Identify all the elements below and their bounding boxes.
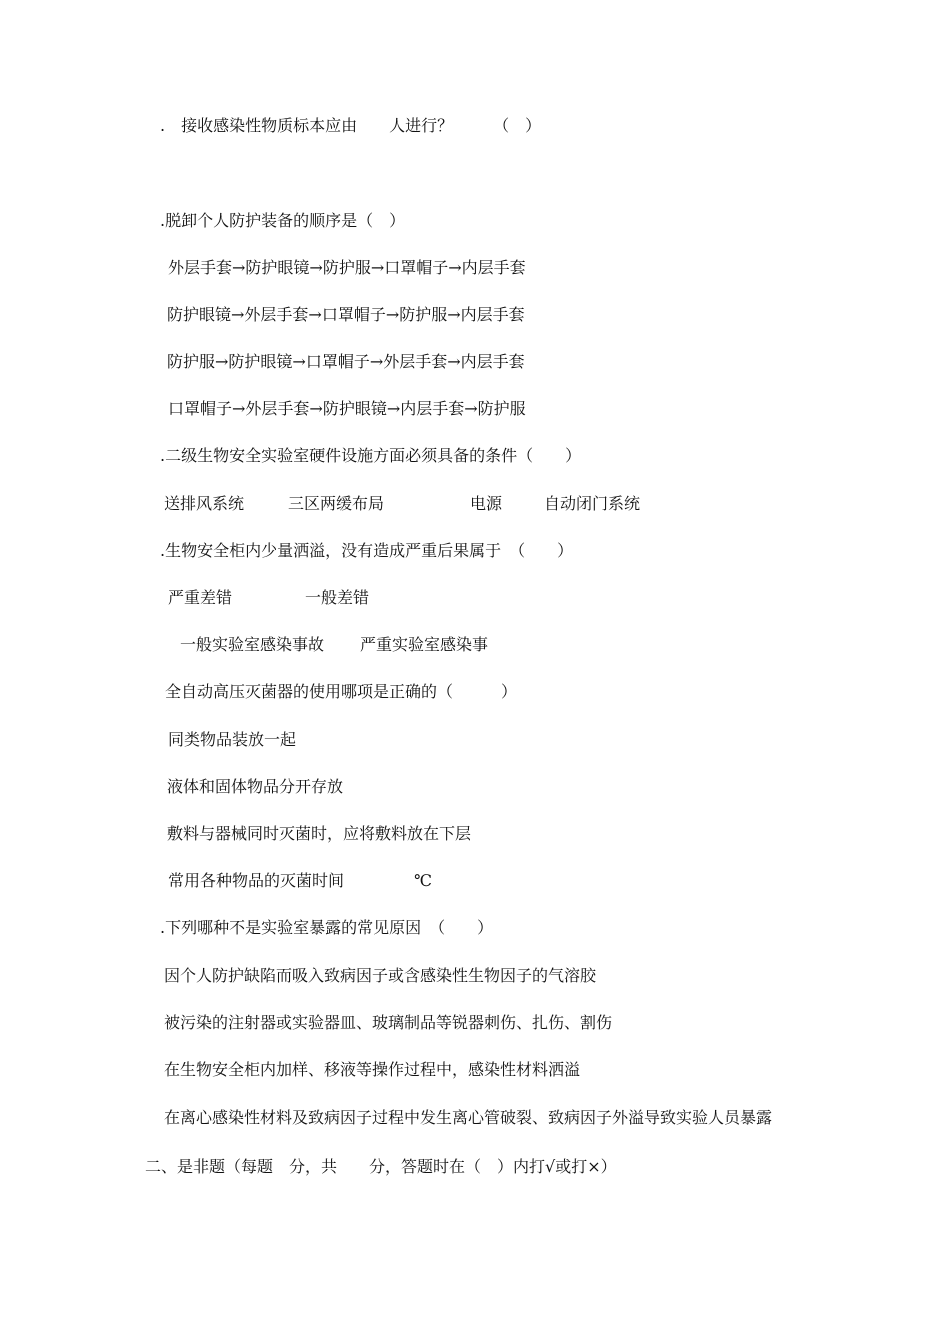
question-4-option-d: 严重实验室感染事 xyxy=(360,635,489,654)
question-2-option-a: 外层手套→防护眼镜→防护服→口罩帽子→内层手套 xyxy=(168,258,526,277)
question-5-option-b: 液体和固体物品分开存放 xyxy=(167,777,344,796)
question-2-option-c: 防护服→防护眼镜→口罩帽子→外层手套→内层手套 xyxy=(167,352,525,371)
question-5-option-d-unit: ℃ xyxy=(414,871,432,890)
question-3-option-d: 自动闭门系统 xyxy=(544,494,641,513)
question-3-option-c: 电源 xyxy=(470,494,503,513)
question-6-option-a: 因个人防护缺陷而吸入致病因子或含感染性生物因子的气溶胶 xyxy=(164,966,597,985)
question-4-stem: .生物安全柜内少量洒溢，没有造成严重后果属于 （ ） xyxy=(160,541,574,560)
question-6-option-c: 在生物安全柜内加样、移液等操作过程中，感染性材料洒溢 xyxy=(164,1060,581,1079)
question-4-option-b: 一般差错 xyxy=(305,588,370,607)
question-4-option-a: 严重差错 xyxy=(168,588,233,607)
section-2-heading: 二、是非题（每题 分，共 分，答题时在（ ）内打√或打×） xyxy=(145,1157,617,1176)
question-5-option-d: 常用各种物品的灭菌时间 xyxy=(168,871,345,890)
question-6-option-d: 在离心感染性材料及致病因子过程中发生离心管破裂、致病因子外溢导致实验人员暴露 xyxy=(164,1108,773,1127)
question-2-stem: .脱卸个人防护装备的顺序是（ ） xyxy=(160,211,406,230)
question-3-option-a: 送排风系统 xyxy=(164,494,245,513)
question-5-option-c: 敷料与器械同时灭菌时，应将敷料放在下层 xyxy=(167,824,472,843)
question-5-option-a: 同类物品装放一起 xyxy=(168,730,297,749)
question-5-stem: 全自动高压灭菌器的使用哪项是正确的（ ） xyxy=(165,682,518,701)
question-2-option-d: 口罩帽子→外层手套→防护眼镜→内层手套→防护服 xyxy=(168,399,526,418)
question-6-stem: .下列哪种不是实验室暴露的常见原因 （ ） xyxy=(160,918,494,937)
question-1: . 接收感染性物质标本应由 人进行？ （ ） xyxy=(160,116,542,135)
question-3-option-b: 三区两缓布局 xyxy=(288,494,385,513)
question-6-option-b: 被污染的注射器或实验器皿、玻璃制品等锐器刺伤、扎伤、割伤 xyxy=(164,1013,613,1032)
question-2-option-b: 防护眼镜→外层手套→口罩帽子→防护服→内层手套 xyxy=(167,305,525,324)
question-4-option-c: 一般实验室感染事故 xyxy=(180,635,325,654)
question-3-stem: .二级生物安全实验室硬件设施方面必须具备的条件（ ） xyxy=(160,446,582,465)
